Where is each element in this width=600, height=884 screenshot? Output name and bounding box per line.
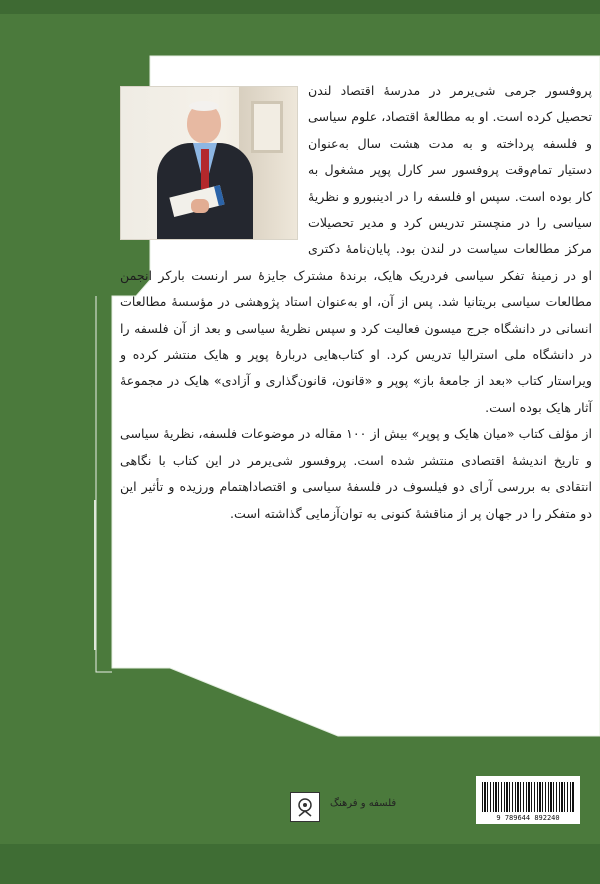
barcode-bars [482,782,574,812]
photo-hair [189,101,219,111]
publisher-logo-icon [290,792,320,822]
author-biography [120,78,592,527]
publisher-name: فلسفه و فرهنگ [330,798,397,809]
isbn-barcode [476,776,580,824]
bio-paragraph-1: پروفسور جرمی شی‌یرمر در مدرسهٔ اقتصاد لندن تحصیل کرده است. او به مطالعهٔ اقتصاد، علوم سیاسی و فلسفه پرداخته و به مدت هشت سال به‌عنوان دستیار تمام‌وقت پروفسور سر کارل پوپر مشغول به کار بوده است. سپس او فلسفه را در ادینبورو و نظریهٔ سیاسی را در منچستر تدریس کرد و مدیر تحصیلات مرکز مطالعات سیاست در لندن بود. پایان‌نامهٔ دکتری او در زمینهٔ تفکر سیاسی فردریک هایک، برندهٔ مشترک جایزهٔ سر ارنست بارکر انجمن مطالعات سیاسی بریتانیا شد. پس از آن، او به‌عنوان استاد پژوهشی در مؤسسهٔ مطالعات انسانی در دانشگاه جرج میسون فعالیت کرد و سپس نظریهٔ سیاسی و بعد از آن فلسفه را در دانشگاه ملی استرالیا تدریس کرد. او کتاب‌هایی دربارهٔ پوپر و هایک منتشر کرده و ویراستار کتاب «بعد از جامعهٔ باز» پوپر و «قانون، قانون‌گذاری و آزادی» هایک در مجموعهٔ آثار هایک بوده است. [120,83,592,415]
bottom-edge-band [0,844,600,884]
photo-tie [201,149,209,189]
photo-hand [191,199,209,213]
barcode-digits: 9 789644 892240 [496,814,560,822]
author-photo [120,86,298,240]
bio-paragraph-2: از مؤلف کتاب «میان هایک و پوپر» بیش از ۱۰۰ مقاله در موضوعات فلسفه، نظریهٔ سیاسی و تاریخ اندیشهٔ اقتصادی منتشر شده است. پروفسور شی‌یرمر در این کتاب با نگاهی انتقادی به بررسی آرای دو فیلسوف در فلسفهٔ سیاسی و اقتصاداهتمام ورزیده و تأثیر این دو متفکر را در جهان پر از مناقشهٔ کنونی به توان‌آزمایی گذاشته است. [120,426,592,521]
photo-wall-frame [251,101,283,153]
